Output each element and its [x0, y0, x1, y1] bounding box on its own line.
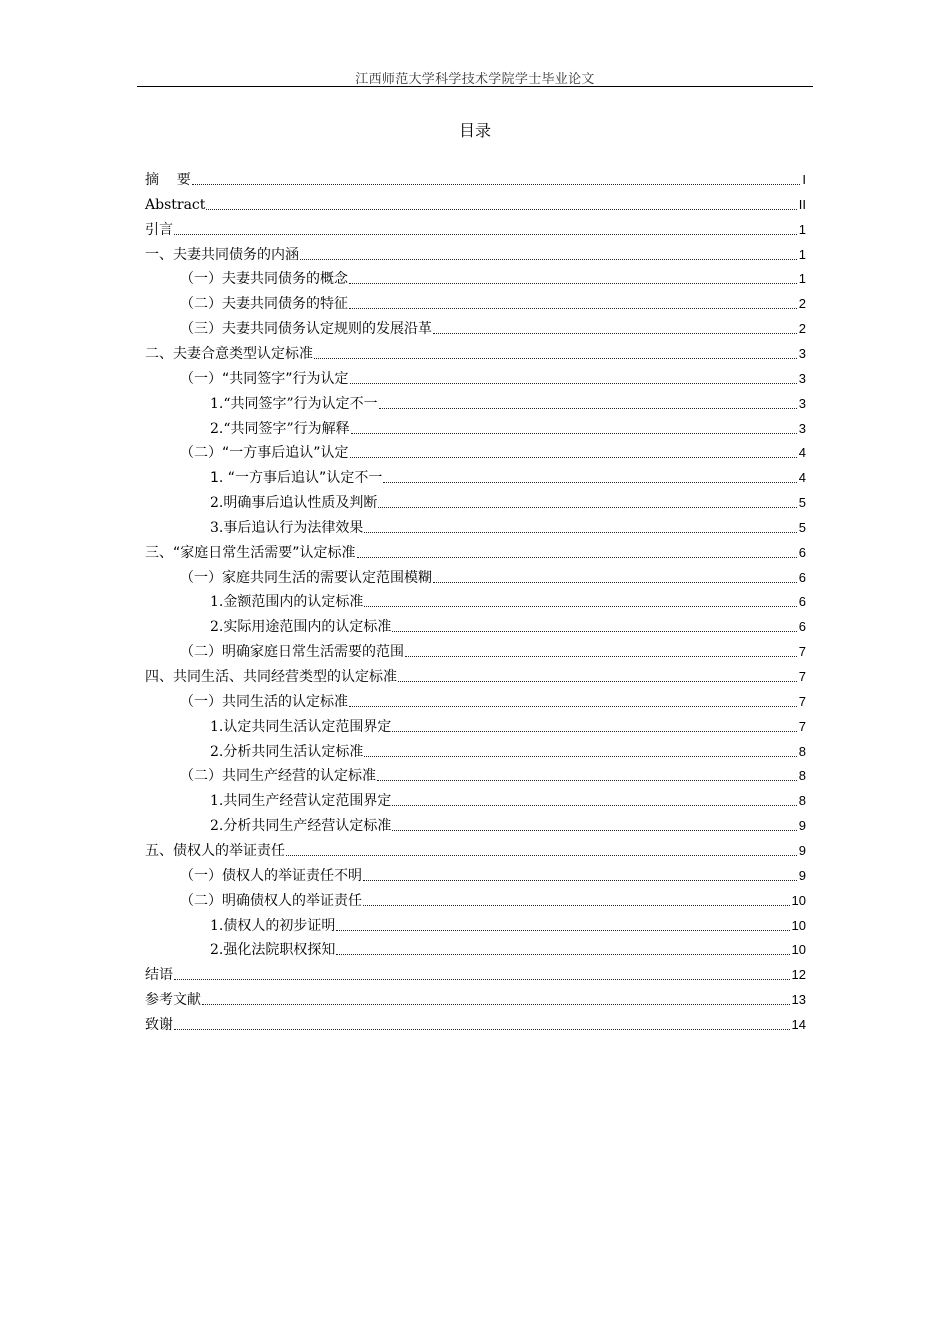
toc-dot-leader — [357, 557, 797, 558]
toc-entry[interactable] — [210, 787, 806, 811]
toc-entry[interactable] — [145, 191, 806, 215]
toc-dot-leader — [379, 408, 797, 409]
toc-entry[interactable] — [180, 315, 806, 339]
toc-entry-page: 14 — [791, 1016, 806, 1032]
toc-entry-page: 2 — [798, 296, 806, 312]
toc-entry[interactable] — [180, 265, 806, 289]
toc-entry-label: 四、共同生活、共同经营类型的认定标准 — [145, 669, 397, 685]
toc-dot-leader — [364, 532, 796, 533]
toc-entry-label: （一）“共同签字”行为认定 — [180, 370, 349, 387]
toc-entry-label: 引言 — [145, 221, 173, 238]
toc-entry-page: 4 — [798, 445, 806, 461]
toc-entry[interactable] — [210, 514, 806, 538]
toc-entry-page: 6 — [798, 544, 806, 560]
toc-entry-label: 五、债权人的举证责任 — [145, 842, 285, 859]
toc-entry-label: 2.“共同签字”行为解释 — [210, 420, 350, 437]
toc-dot-leader — [363, 880, 797, 881]
toc-entry[interactable] — [210, 489, 806, 513]
toc-entry-label: （二）夫妻共同债务的特征 — [180, 296, 348, 313]
toc-title: 目录 — [458, 121, 491, 140]
toc-entry-page: 1 — [798, 221, 806, 237]
toc-entry-label: （一）家庭共同生活的需要认定范围模糊 — [180, 569, 432, 586]
toc-entry-page: 4 — [798, 470, 806, 486]
toc-entry-page: 6 — [798, 594, 806, 610]
toc-entry[interactable] — [210, 713, 806, 737]
toc-entry-label: 1. “一方事后追认”认定不一 — [210, 470, 383, 487]
toc-dot-leader — [350, 383, 797, 384]
toc-entry[interactable] — [210, 936, 806, 960]
toc-entry-label: 2.实际用途范围内的认定标准 — [210, 619, 392, 636]
toc-entry-label: 1.共同生产经营认定范围界定 — [210, 793, 392, 810]
toc-entry-label: 1.认定共同生活认定范围界定 — [210, 718, 392, 735]
toc-dot-leader — [174, 1029, 790, 1030]
toc-dot-leader — [433, 333, 797, 334]
toc-dot-leader — [383, 482, 796, 483]
toc-entry[interactable] — [180, 862, 806, 886]
toc-dot-leader — [364, 606, 796, 607]
toc-entry[interactable] — [145, 961, 806, 985]
toc-entry-label: （三）夫妻共同债务认定规则的发展沿革 — [180, 321, 432, 338]
toc-dot-leader — [349, 283, 797, 284]
toc-entry-label: 致谢 — [145, 1016, 173, 1033]
toc-entry[interactable] — [145, 663, 806, 687]
toc-entry[interactable] — [210, 912, 806, 936]
toc-dot-leader — [377, 780, 797, 781]
toc-entry[interactable] — [210, 613, 806, 637]
toc-entry-page: 1 — [798, 271, 806, 287]
toc-dot-leader — [286, 855, 797, 856]
toc-entry-label: （二）“一方事后追认”认定 — [180, 445, 349, 462]
toc-dot-leader — [202, 1004, 790, 1005]
toc-entry-label: 摘 要 — [145, 172, 191, 188]
toc-entry-page: 7 — [798, 669, 806, 684]
toc-entry-page: 7 — [798, 718, 806, 734]
toc-dot-leader — [349, 706, 797, 707]
toc-entry-page: 8 — [798, 768, 806, 784]
toc-dot-leader — [349, 308, 797, 309]
toc-entry-label: 三、“家庭日常生活需要”认定标准 — [145, 544, 356, 561]
toc-entry-page: 3 — [798, 370, 806, 386]
toc-entry[interactable] — [145, 837, 806, 861]
toc-entry-label: 参考文献 — [145, 992, 201, 1009]
toc-dot-leader — [398, 681, 797, 682]
toc-dot-leader — [363, 905, 790, 906]
toc-dot-leader — [392, 631, 796, 632]
toc-entry[interactable] — [145, 539, 806, 563]
toc-entry-page: 6 — [798, 569, 806, 585]
toc-entry-label: 2.分析共同生活认定标准 — [210, 743, 364, 760]
toc-entry-page: 5 — [798, 519, 806, 535]
toc-entry-page: 3 — [798, 345, 806, 361]
toc-entry[interactable] — [180, 688, 806, 712]
toc-entry-page: 7 — [798, 644, 806, 660]
toc-dot-leader — [174, 234, 797, 235]
toc-entry-page: 10 — [791, 942, 806, 958]
toc-dot-leader — [378, 507, 796, 508]
toc-entry[interactable] — [180, 365, 806, 389]
toc-entry[interactable] — [145, 166, 806, 190]
toc-entry-label: 一、夫妻共同债务的内涵 — [145, 246, 299, 263]
toc-entry-label: （二）明确家庭日常生活需要的范围 — [180, 644, 404, 661]
toc-entry[interactable] — [180, 762, 806, 786]
toc-dot-leader — [350, 457, 797, 458]
toc-entry-page: 9 — [798, 867, 806, 883]
toc-dot-leader — [392, 805, 796, 806]
toc-entry-label: （一）共同生活的认定标准 — [180, 693, 348, 710]
running-header: 江西师范大学科学技术学院学士毕业论文 — [355, 72, 595, 87]
toc-dot-leader — [336, 930, 789, 931]
toc-entry-page: 12 — [791, 967, 806, 983]
toc-entry[interactable] — [180, 290, 806, 314]
toc-entry-page: 2 — [798, 321, 806, 337]
toc-entry[interactable] — [210, 390, 806, 414]
toc-entry[interactable] — [145, 986, 806, 1010]
toc-entry-page: 3 — [798, 420, 806, 436]
toc-entry-label: Abstract — [145, 196, 206, 213]
toc-dot-leader — [300, 259, 797, 260]
toc-entry-page: 10 — [791, 892, 806, 908]
toc-entry-page: 7 — [798, 693, 806, 709]
toc-entry-page: 5 — [798, 495, 806, 511]
toc-entry-page: I — [802, 172, 806, 187]
toc-entry-label: 2.分析共同生产经营认定标准 — [210, 818, 392, 835]
toc-dot-leader — [336, 954, 789, 955]
toc-entry[interactable] — [145, 241, 806, 265]
toc-entry-label: 2.明确事后追认性质及判断 — [210, 495, 378, 512]
toc-entry-page: 8 — [798, 793, 806, 809]
toc-entry-page: 13 — [791, 992, 806, 1008]
toc-entry-label: （二）共同生产经营的认定标准 — [180, 768, 376, 785]
toc-dot-leader — [364, 756, 796, 757]
toc-dot-leader — [174, 979, 790, 980]
toc-entry-page: 10 — [791, 917, 806, 933]
toc-entry[interactable] — [210, 464, 806, 488]
toc-entry[interactable] — [145, 1011, 806, 1035]
toc-dot-leader — [433, 582, 797, 583]
toc-entry[interactable] — [180, 439, 806, 463]
toc-entry[interactable] — [180, 638, 806, 662]
toc-entry[interactable] — [210, 738, 806, 762]
toc-entry-label: 1.金额范围内的认定标准 — [210, 594, 364, 611]
toc-entry-page: 8 — [798, 743, 806, 759]
toc-entry[interactable] — [210, 812, 806, 836]
toc-entry[interactable] — [210, 415, 806, 439]
toc-dot-leader — [405, 656, 797, 657]
toc-dot-leader — [314, 358, 797, 359]
toc-entry-label: （二）明确债权人的举证责任 — [180, 892, 362, 909]
toc-entry-label: 1.债权人的初步证明 — [210, 917, 336, 934]
toc-entry-label: （一）债权人的举证责任不明 — [180, 867, 362, 884]
toc-dot-leader — [351, 433, 797, 434]
toc-entry[interactable] — [145, 216, 806, 240]
toc-entry-page: 9 — [798, 818, 806, 834]
toc-dot-leader — [206, 209, 796, 210]
toc-entry-label: （一）夫妻共同债务的概念 — [180, 271, 348, 288]
toc-dot-leader — [392, 830, 796, 831]
toc-entry[interactable] — [145, 340, 806, 364]
toc-dot-leader — [392, 731, 796, 732]
toc-entry-label: 1.“共同签字”行为认定不一 — [210, 395, 378, 412]
toc-entry-label: 结语 — [145, 967, 173, 984]
toc-entry-label: 二、夫妻合意类型认定标准 — [145, 345, 313, 362]
toc-entry-page: 1 — [798, 246, 806, 262]
toc-entry-label: 2.强化法院职权探知 — [210, 942, 336, 959]
toc-entry[interactable] — [210, 588, 806, 612]
toc-entry-page: 3 — [798, 395, 806, 411]
toc-entry-label: 3.事后追认行为法律效果 — [210, 519, 364, 536]
toc-entry[interactable] — [180, 564, 806, 588]
toc-entry[interactable] — [180, 887, 806, 911]
toc-entry-page: 6 — [798, 619, 806, 635]
toc-entry-page: 9 — [798, 842, 806, 858]
header-rule — [137, 86, 813, 87]
toc-entry-page: II — [798, 196, 806, 212]
toc-dot-leader — [192, 184, 801, 185]
